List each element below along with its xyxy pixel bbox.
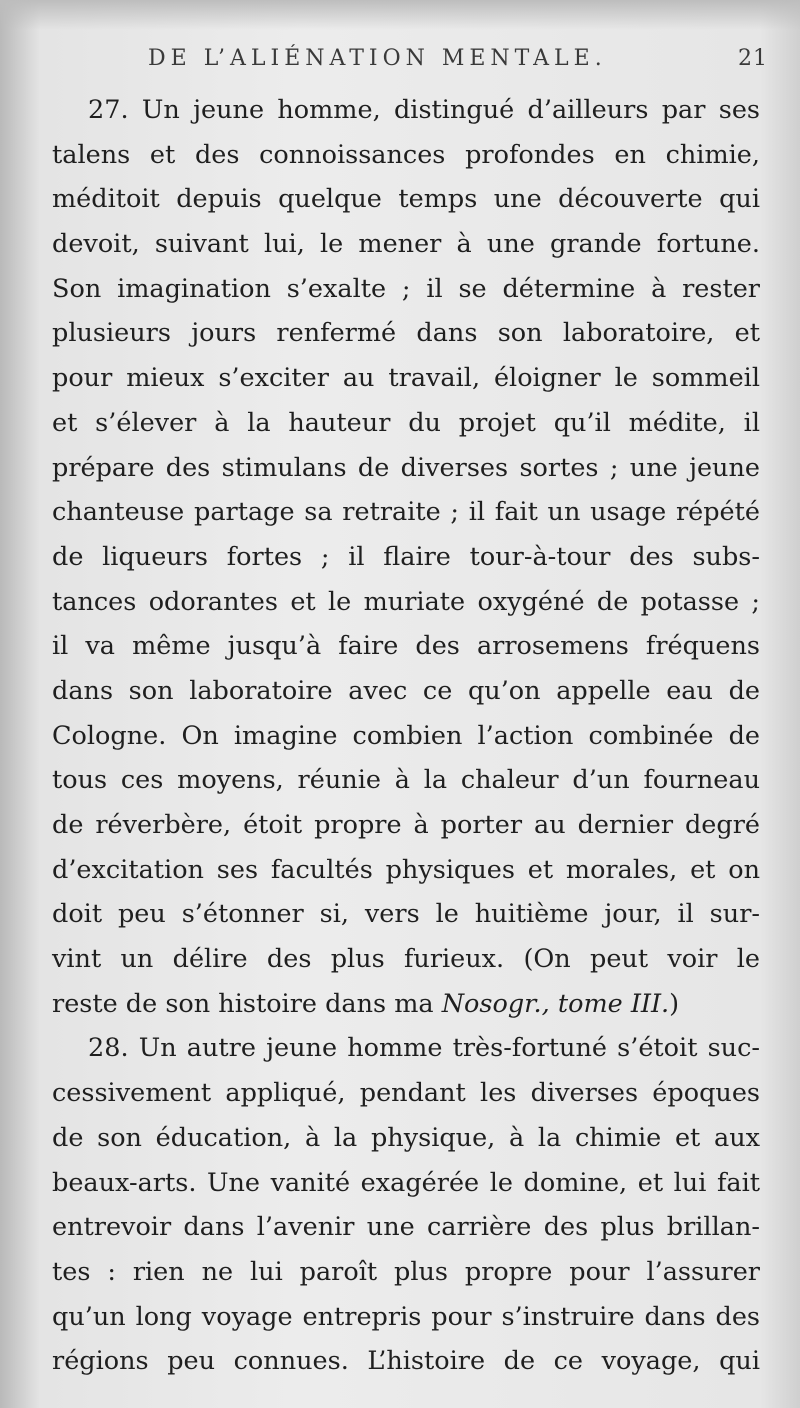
citation-italic: Nosogr., tome III. bbox=[441, 988, 670, 1019]
text-line bbox=[52, 982, 760, 1027]
text-line: Cologne. On imagine combien l’action combinée de bbox=[52, 720, 760, 751]
text-line: de liqueurs fortes ; il flaire tour-à-tour des subs- bbox=[52, 541, 760, 572]
text-line: talens et des connoissances profondes en chimie, bbox=[52, 139, 760, 170]
text-line: prépare des stimulans de diverses sortes ; une jeune bbox=[52, 452, 760, 483]
paragraph-number: 28. bbox=[88, 1033, 129, 1064]
paragraph-28 bbox=[52, 1026, 760, 1384]
line-text: Un autre jeune homme très-fortuné s’étoit suc- bbox=[138, 1033, 761, 1064]
running-title: DE L’ALIÉNATION MENTALE. bbox=[148, 46, 607, 71]
text-line: cessivement appliqué, pendant les diverses époques bbox=[52, 1078, 760, 1109]
text-line: d’excitation ses facultés physiques et morales, et on bbox=[52, 854, 760, 885]
text-line: vint un délire des plus furieux. (On peut voir le bbox=[52, 944, 760, 975]
body-text bbox=[52, 88, 760, 1384]
text-line: qu’un long voyage entrepris pour s’instruire dans des bbox=[52, 1301, 760, 1332]
text-line: pour mieux s’exciter au travail, éloigner le sommeil bbox=[52, 363, 760, 394]
page-header bbox=[140, 40, 770, 80]
text-line: de réverbère, étoit propre à porter au dernier degré bbox=[52, 810, 760, 840]
paragraph-27 bbox=[52, 88, 760, 1026]
text-line: et s’élever à la hauteur du projet qu’il médite, il bbox=[52, 407, 760, 438]
text-line bbox=[52, 1026, 760, 1071]
text-line: tances odorantes et le muriate oxygéné de potasse ; bbox=[52, 586, 760, 617]
text-line: Son imagination s’exalte ; il se détermine à rester bbox=[52, 273, 760, 304]
line-text: reste de son histoire dans ma bbox=[52, 988, 442, 1019]
page-number: 21 bbox=[738, 46, 768, 71]
text-line: devoit, suivant lui, le mener à une grande fortune. bbox=[52, 229, 760, 260]
text-line: dans son laboratoire avec ce qu’on appelle eau de bbox=[52, 675, 760, 706]
text-line: entrevoir dans l’avenir une carrière des plus brillan- bbox=[52, 1212, 760, 1243]
page-edge-shadow bbox=[0, 0, 800, 30]
text-line: chanteuse partage sa retraite ; il fait un usage répété bbox=[52, 497, 760, 528]
line-text: Un jeune homme, distingué d’ailleurs par ses bbox=[141, 95, 760, 125]
text-line: plusieurs jours renfermé dans son laboratoire, et bbox=[52, 318, 760, 349]
text-line: tous ces moyens, réunie à la chaleur d’un fourneau bbox=[52, 765, 760, 796]
text-line: il va même jusqu’à faire des arrosemens fréquens bbox=[52, 631, 760, 662]
text-line: tes : rien ne lui paroît plus propre pour l’assurer bbox=[52, 1256, 760, 1287]
line-text: ) bbox=[669, 988, 680, 1019]
text-line: de son éducation, à la physique, à la chimie et aux bbox=[52, 1122, 760, 1153]
paragraph-number: 27. bbox=[88, 95, 129, 125]
text-line: méditoit depuis quelque temps une découverte qui bbox=[52, 184, 760, 215]
text-line bbox=[52, 88, 760, 133]
text-line: beaux-arts. Une vanité exagérée le domine, et lui fait bbox=[52, 1167, 760, 1198]
text-line: doit peu s’étonner si, vers le huitième jour, il sur- bbox=[52, 899, 760, 930]
text-line: régions peu connues. L’histoire de ce voyage, qui bbox=[52, 1346, 760, 1377]
